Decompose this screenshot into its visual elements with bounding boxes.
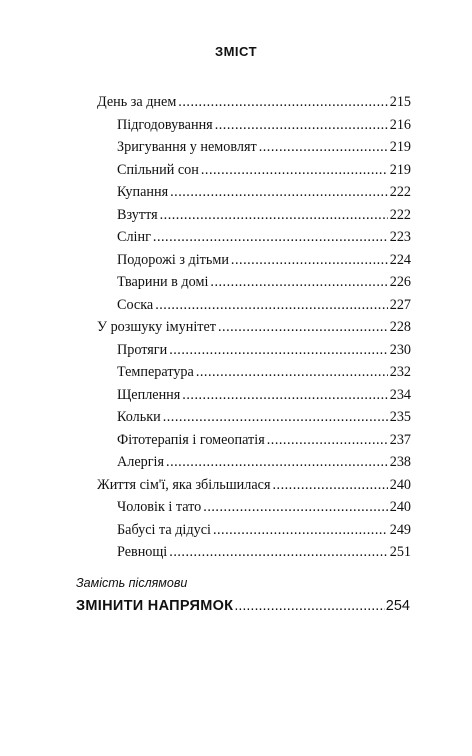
toc-page-number: 240	[389, 499, 411, 515]
toc-page-number: 232	[389, 364, 411, 380]
dot-leader	[169, 342, 388, 359]
dot-leader	[170, 184, 388, 201]
toc-page-number: 219	[389, 139, 411, 155]
dot-leader	[160, 207, 388, 224]
dot-leader	[215, 117, 388, 134]
toc-page-number: 230	[389, 341, 411, 358]
toc-entry-title: Спільний сон	[117, 161, 199, 178]
toc-subsection-entry	[117, 387, 411, 407]
toc-page-number: 224	[389, 251, 411, 268]
toc-page-number: 240	[389, 476, 411, 493]
toc-subsection-entry	[117, 184, 411, 204]
toc-page-number: 238	[389, 454, 411, 470]
toc-subsection-entry	[117, 499, 411, 519]
toc-subsection-entry	[117, 252, 411, 272]
toc-entry-title: Щеплення	[117, 386, 181, 403]
afterword-title: ЗМІНИТИ НАПРЯМОК	[76, 598, 234, 614]
toc-subsection-entry	[117, 117, 411, 137]
page-title: ЗМІСТ	[214, 44, 258, 59]
toc-entry-title: Бабусі та дідусі	[117, 521, 211, 538]
dot-leader	[259, 139, 388, 156]
toc-entry-title: День за днем	[97, 94, 177, 110]
toc-page-number: 222	[389, 206, 411, 223]
toc-entry-title: Подорожі з дітьми	[117, 251, 229, 268]
toc-subsection-entry	[117, 544, 411, 564]
afterword-page-number: 254	[385, 598, 410, 614]
toc-subsection-entry	[117, 432, 411, 452]
dot-leader	[272, 477, 387, 494]
toc-entry-title: У розшуку імунітет	[97, 319, 216, 335]
dot-leader	[153, 229, 388, 246]
dot-leader	[203, 499, 387, 516]
toc-entry-title: Протяги	[117, 341, 168, 358]
toc-subsection-entry	[117, 229, 411, 249]
toc-entry-title: Ревнощі	[117, 544, 168, 560]
toc-entry-title: Взуття	[117, 206, 158, 223]
toc-page-number: 215	[389, 94, 411, 110]
toc-page-number: 235	[389, 409, 411, 425]
dot-leader	[210, 274, 387, 291]
dot-leader	[182, 387, 387, 404]
dot-leader	[231, 252, 388, 269]
toc-page-number: 237	[389, 431, 411, 448]
dot-leader	[196, 364, 388, 381]
afterword-entry	[76, 598, 410, 614]
toc-page-number: 219	[389, 161, 411, 178]
dot-leader	[163, 409, 388, 426]
toc-subsection-entry	[117, 522, 411, 542]
afterword-label: Замість післямови	[76, 576, 188, 590]
toc-page-number: 251	[389, 544, 411, 560]
toc-subsection-entry	[117, 409, 411, 429]
toc-page-number: 222	[389, 184, 411, 200]
dot-leader	[166, 454, 388, 471]
toc-entry-title: Температура	[117, 364, 194, 380]
toc-page-number: 249	[389, 521, 411, 538]
toc-subsection-entry	[117, 454, 411, 474]
toc-entry-title: Життя сім'ї, яка збільшилася	[97, 476, 271, 493]
toc-entry-title: Алергія	[117, 454, 165, 470]
toc-entry-title: Чоловік і тато	[117, 499, 202, 515]
toc-entry-title: Підгодовування	[117, 116, 213, 133]
toc-entry-title: Слінг	[117, 229, 151, 245]
toc-subsection-entry	[117, 162, 411, 182]
dot-leader	[234, 598, 384, 614]
toc-subsection-entry	[117, 297, 411, 317]
toc-page-number: 223	[389, 229, 411, 245]
dot-leader	[169, 544, 387, 561]
toc-subsection-entry	[117, 274, 411, 294]
toc-subsection-entry	[117, 139, 411, 159]
dot-leader	[218, 319, 388, 336]
toc-page-number: 234	[389, 386, 411, 403]
toc-entry-title: Зригування у немовлят	[117, 139, 257, 155]
toc-page-number: 228	[389, 319, 411, 335]
toc-subsection-entry	[117, 342, 411, 362]
toc-chapter-entry	[97, 94, 411, 114]
toc-page-number: 216	[389, 116, 411, 133]
toc-chapter-entry	[97, 319, 411, 339]
toc-page-number: 227	[389, 296, 411, 313]
toc-chapter-entry	[97, 477, 411, 497]
toc-entry-title: Соска	[117, 296, 154, 313]
dot-leader	[267, 432, 388, 449]
dot-leader	[213, 522, 388, 539]
toc-subsection-entry	[117, 207, 411, 227]
toc-entry-title: Тварини в домі	[117, 274, 209, 290]
dot-leader	[201, 162, 388, 179]
toc-entry-title: Кольки	[117, 409, 161, 425]
toc-entry-title: Фітотерапія і гомеопатія	[117, 431, 265, 448]
toc-entry-title: Купання	[117, 184, 169, 200]
dot-leader	[155, 297, 388, 314]
toc-subsection-entry	[117, 364, 411, 384]
dot-leader	[178, 94, 387, 111]
toc-page-number: 226	[389, 274, 411, 290]
